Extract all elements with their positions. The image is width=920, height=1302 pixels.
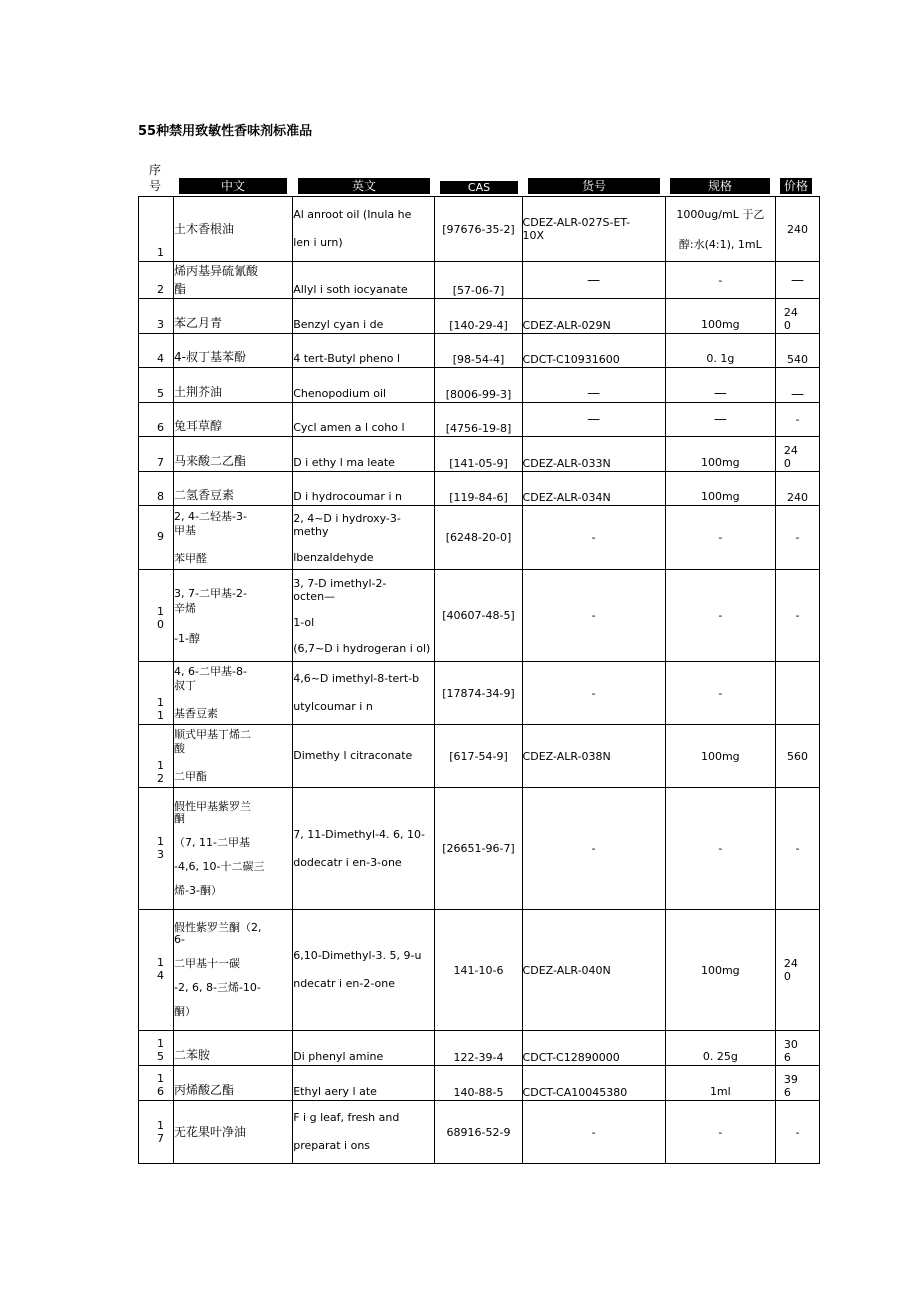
item-number: CDEZ-ALR-033N	[522, 437, 665, 472]
spec: -	[665, 506, 775, 570]
item-number: —	[522, 368, 665, 403]
price: 540	[775, 334, 819, 368]
price: 24 0	[775, 437, 819, 472]
row-index: 1 3	[157, 835, 165, 861]
cas-number: 140-88-5	[435, 1066, 522, 1101]
price: -	[775, 403, 819, 437]
english-name: 3, 7-D imethyl-2- octen— 1-ol (6,7~D i hydrogeran i ol)	[293, 570, 435, 662]
table-row	[139, 1066, 820, 1101]
table-row	[139, 910, 820, 1031]
cas-number: 122-39-4	[435, 1031, 522, 1066]
chinese-name: 2, 4-二轻基-3- 甲基 苯甲醛	[174, 506, 293, 570]
row-index: 8	[157, 490, 165, 503]
chinese-name: 兔耳草醇	[174, 403, 293, 437]
chinese-name: 二氢香豆素	[174, 472, 293, 506]
table-row	[139, 506, 820, 570]
chinese-name: 二苯胺	[174, 1031, 293, 1066]
item-number: CDCT-CA10045380	[522, 1066, 665, 1101]
spec: 100mg	[665, 725, 775, 788]
english-name: Al anroot oil (Inula he len i urn)	[293, 197, 435, 262]
spec: 100mg	[665, 910, 775, 1031]
english-name: D i ethy l ma leate	[293, 437, 435, 472]
table-row	[139, 262, 820, 299]
spec: -	[665, 262, 775, 299]
cas-number: [140-29-4]	[435, 299, 522, 334]
english-name: F i g leaf, fresh and preparat i ons	[293, 1101, 435, 1164]
row-index: 3	[157, 318, 165, 331]
row-index: 1	[157, 246, 165, 259]
spec: 100mg	[665, 437, 775, 472]
item-number: CDCT-C10931600	[522, 334, 665, 368]
price: 560	[775, 725, 819, 788]
table-row	[139, 299, 820, 334]
header-price: 价格	[780, 178, 812, 194]
item-number: —	[522, 262, 665, 299]
cas-number: [97676-35-2]	[435, 197, 522, 262]
table-row	[139, 570, 820, 662]
english-name: Dimethy l citraconate	[293, 725, 435, 788]
price: -	[775, 1101, 819, 1164]
cas-number: [57-06-7]	[435, 262, 522, 299]
price	[775, 662, 819, 725]
table-row	[139, 1101, 820, 1164]
table-row	[139, 368, 820, 403]
chinese-name: 假性紫罗兰酮（2, 6- 二甲基十一碳 -2, 6, 8-三烯-10- 酮）	[174, 910, 293, 1031]
table-row	[139, 725, 820, 788]
header-cas: CAS	[440, 181, 518, 194]
price: 240	[775, 197, 819, 262]
cas-number: [8006-99-3]	[435, 368, 522, 403]
price: 24 0	[775, 910, 819, 1031]
item-number: CDEZ-ALR-034N	[522, 472, 665, 506]
chinese-name: 烯丙基异硫氰酸 酯	[174, 262, 293, 299]
header-item-number: 货号	[528, 178, 660, 194]
chinese-name: 土木香根油	[174, 197, 293, 262]
row-index: 9	[157, 530, 165, 543]
item-number: CDCT-C12890000	[522, 1031, 665, 1066]
spec: -	[665, 662, 775, 725]
item-number: -	[522, 662, 665, 725]
spec: 100mg	[665, 299, 775, 334]
chinese-name: 顺式甲基丁烯二 酸 二甲酯	[174, 725, 293, 788]
table-row	[139, 1031, 820, 1066]
row-index: 2	[157, 283, 165, 296]
cas-number: 68916-52-9	[435, 1101, 522, 1164]
price: -	[775, 570, 819, 662]
row-index: 1 7	[157, 1119, 165, 1145]
cas-number: [141-05-9]	[435, 437, 522, 472]
cas-number: [40607-48-5]	[435, 570, 522, 662]
chinese-name: 假性甲基紫罗兰 酮 （7, 11-二甲基 -4,6, 10-十二碳三 烯-3-酮）	[174, 788, 293, 910]
chinese-name: 4, 6-二甲基-8- 叔丁 基香豆素	[174, 662, 293, 725]
header-index: 序 号	[148, 163, 161, 193]
table-row	[139, 403, 820, 437]
page-title: 55种禁用致敏性香味剂标准品	[138, 124, 313, 139]
table-row	[139, 472, 820, 506]
item-number: CDEZ-ALR-029N	[522, 299, 665, 334]
cas-number: [119-84-6]	[435, 472, 522, 506]
english-name: Di phenyl amine	[293, 1031, 435, 1066]
chinese-name: 丙烯酸乙酯	[174, 1066, 293, 1101]
row-index: 1 5	[157, 1037, 165, 1063]
chinese-name: 无花果叶净油	[174, 1101, 293, 1164]
price: —	[775, 368, 819, 403]
english-name: Ethyl aery l ate	[293, 1066, 435, 1101]
english-name: 4 tert-Butyl pheno l	[293, 334, 435, 368]
row-index: 6	[157, 421, 165, 434]
item-number: CDEZ-ALR-027S-ET- 10X	[522, 197, 665, 262]
price: -	[775, 506, 819, 570]
header-spec: 规格	[670, 178, 770, 194]
price: 30 6	[775, 1031, 819, 1066]
spec: -	[665, 570, 775, 662]
price: 39 6	[775, 1066, 819, 1101]
cas-number: [6248-20-0]	[435, 506, 522, 570]
row-index: 4	[157, 352, 165, 365]
row-index: 7	[157, 456, 165, 469]
english-name: 7, 11-Dimethyl-4. 6, 10- dodecatr i en-3-one	[293, 788, 435, 910]
header-chinese: 中文	[179, 178, 287, 194]
english-name: Benzyl cyan i de	[293, 299, 435, 334]
header-english: 英文	[298, 178, 430, 194]
spec: -	[665, 788, 775, 910]
table-row	[139, 437, 820, 472]
item-number: -	[522, 570, 665, 662]
standards-table	[138, 196, 820, 1164]
spec: 1ml	[665, 1066, 775, 1101]
item-number: CDEZ-ALR-038N	[522, 725, 665, 788]
item-number: -	[522, 506, 665, 570]
table-header	[138, 158, 820, 196]
item-number: —	[522, 403, 665, 437]
spec: -	[665, 1101, 775, 1164]
chinese-name: 3, 7-二甲基-2- 辛烯 -1-醇	[174, 570, 293, 662]
row-index: 1 2	[157, 759, 165, 785]
spec: —	[665, 403, 775, 437]
english-name: 4,6~D imethyl-8-tert-b utylcoumar i n	[293, 662, 435, 725]
row-index: 1 6	[157, 1072, 165, 1098]
cas-number: [98-54-4]	[435, 334, 522, 368]
spec: 100mg	[665, 472, 775, 506]
spec: 0. 25g	[665, 1031, 775, 1066]
table-row	[139, 197, 820, 262]
cas-number: [17874-34-9]	[435, 662, 522, 725]
item-number: -	[522, 1101, 665, 1164]
spec: 0. 1g	[665, 334, 775, 368]
table-row	[139, 788, 820, 910]
cas-number: [617-54-9]	[435, 725, 522, 788]
row-index: 5	[157, 387, 165, 400]
english-name: D i hydrocoumar i n	[293, 472, 435, 506]
table-row	[139, 662, 820, 725]
english-name: 6,10-Dimethyl-3. 5, 9-u ndecatr i en-2-one	[293, 910, 435, 1031]
english-name: Chenopodium oil	[293, 368, 435, 403]
cas-number: [26651-96-7]	[435, 788, 522, 910]
price: 240	[775, 472, 819, 506]
spec: —	[665, 368, 775, 403]
english-name: Allyl i soth iocyanate	[293, 262, 435, 299]
cas-number: 141-10-6	[435, 910, 522, 1031]
english-name: 2, 4~D i hydroxy-3- methy lbenzaldehyde	[293, 506, 435, 570]
item-number: CDEZ-ALR-040N	[522, 910, 665, 1031]
spec: 1000ug/mL 于乙 醇:水(4:1), 1mL	[665, 197, 775, 262]
cas-number: [4756-19-8]	[435, 403, 522, 437]
item-number: -	[522, 788, 665, 910]
chinese-name: 马来酸二乙酯	[174, 437, 293, 472]
row-index: 1 0	[157, 605, 165, 631]
chinese-name: 4-叔丁基苯酚	[174, 334, 293, 368]
table-row	[139, 334, 820, 368]
price: —	[775, 262, 819, 299]
chinese-name: 苯乙月青	[174, 299, 293, 334]
price: 24 0	[775, 299, 819, 334]
chinese-name: 土荆芥油	[174, 368, 293, 403]
row-index: 1 1	[157, 696, 165, 722]
price: -	[775, 788, 819, 910]
row-index: 1 4	[157, 956, 165, 982]
english-name: Cycl amen a l coho l	[293, 403, 435, 437]
